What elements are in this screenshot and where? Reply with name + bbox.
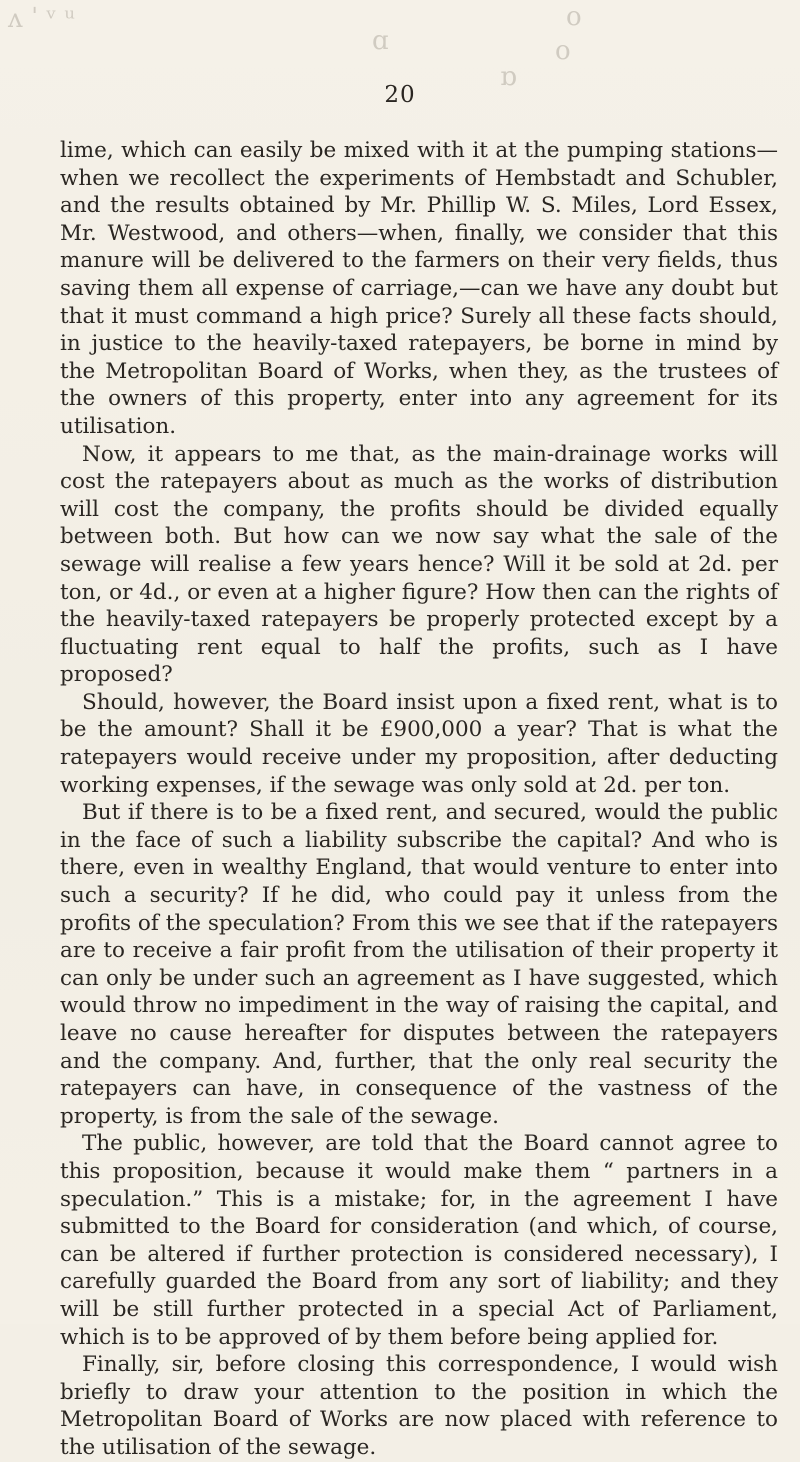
show-through-mark: ɑ — [372, 26, 389, 56]
body-text — [60, 137, 778, 1462]
paragraph: But if there is to be a fixed rent, and secured, would the public in the face of such a liability subscribe the capital? And who is there, even in wealthy England, that would venture to enter into such a security? If he did, who could pay it unless from the profits of the speculation? From this we see that if the ratepayers are to receive a fair profit from the utilisation of their property it can only be under such an agreement as I have suggested, which would throw no impediment in the way of raising the capital, and leave no cause hereafter for disputes between the ratepayers and the company. And, further, that the only real security the ratepayers can have, in consequence of the vastness of the property, is from the sale of the sewage. — [60, 800, 778, 1129]
show-through-mark: o — [555, 36, 571, 66]
show-through-mark: o — [566, 2, 582, 32]
paragraph: Finally, sir, before closing this correspondence, I would wish briefly to draw your attention to the position in which the Metropolitan Board of Works are now placed with reference to the utilisation of the sewage. — [60, 1352, 778, 1460]
paragraph: lime, which can easily be mixed with it at the pumping stations—when we recollect the experiments of Hembstadt and Schubler, and the results obtained by Mr. Phillip W. S. Miles, Lord Essex, Mr. Westwood, and others—when, finally, we consider that this manure will be delivered to the farmers on their very fields, thus saving them all expense of carriage,—can we have any doubt but that it must command a high price? Surely all these facts should, in justice to the heavily-taxed ratepayers, be borne in mind by the Metropolitan Board of Works, when they, as the trustees of the owners of this property, enter into any agreement for its utilisation. — [60, 138, 778, 439]
paragraph: Now, it appears to me that, as the main-drainage works will cost the ratepayers about as much as the works of distribution will cost the company, the profits should be divided equally between both. But how can we now say what the sale of the sewage will realise a few years hence? Will it be sold at 2d. per ton, or 4d., or even at a higher figure? How then can the rights of the heavily-taxed ratepayers be properly protected except by a fluctuating rent equal to half the profits, such as I have proposed? — [60, 441, 778, 688]
paragraph: The public, however, are told that the Board cannot agree to this proposition, because it would make them “ partners in a speculation.” This is a mistake; for, in the agreement I have submitted to the Board for consideration (and which, of course, can be altered if further protection is considered necessary), I carefully guarded the Board from any sort of liability; and they will be still further protected in a special Act of Parliament, which is to be approved of by them before being applied for. — [60, 1131, 778, 1350]
show-through-mark: ɒ — [500, 62, 517, 92]
paragraph: Should, however, the Board insist upon a fixed rent, what is to be the amount? Shall it be £900,000 a year? That is what the ratepayers would receive under my proposition, after deducting working expenses, if the sewage was only sold at 2d. per ton. — [60, 689, 778, 798]
page-number: 20 — [384, 82, 416, 108]
show-through-mark: ʌ ˈ ᵛ ᵘ — [8, 4, 75, 34]
